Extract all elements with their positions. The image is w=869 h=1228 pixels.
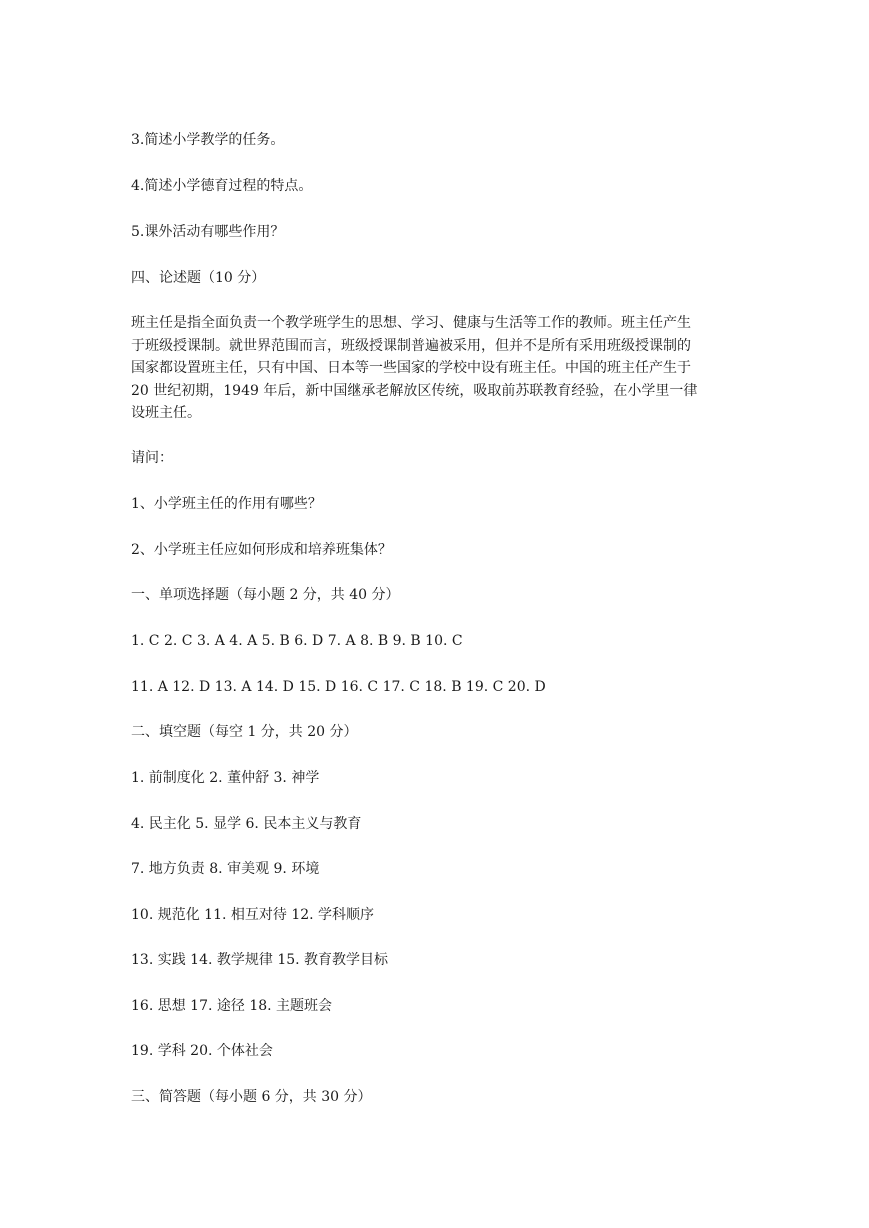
answer-section-3-title: 三、简答题（每小题 6 分，共 30 分） bbox=[131, 1089, 372, 1105]
essay-line: 20 世纪初期，1949 年后，新中国继承老解放区传统，吸取前苏联教育经验，在小学里一律 bbox=[131, 382, 698, 399]
question-5: 5.课外活动有哪些作用？ bbox=[131, 224, 285, 240]
fill-answers-line: 16. 思想 17. 途径 18. 主题班会 bbox=[131, 998, 333, 1014]
section-4-title: 四、论述题（10 分） bbox=[131, 270, 266, 286]
essay-line: 国家都设置班主任，只有中国、日本等一些国家的学校中设有班主任。中国的班主任产生于 bbox=[131, 360, 691, 377]
essay-paragraph bbox=[131, 312, 751, 425]
fill-answers-line: 7. 地方负责 8. 审美观 9. 环境 bbox=[131, 861, 320, 877]
sub-question-2: 2、小学班主任应如何形成和培养班集体？ bbox=[131, 542, 392, 558]
fill-answers-line: 19. 学科 20. 个体社会 bbox=[131, 1043, 273, 1059]
essay-line: 班主任是指全面负责一个教学班学生的思想、学习、健康与生活等工作的教师。班主任产生 bbox=[131, 315, 691, 331]
essay-line: 设班主任。 bbox=[131, 405, 201, 422]
ask-label: 请问： bbox=[131, 450, 173, 466]
question-3: 3.简述小学教学的任务。 bbox=[131, 132, 285, 148]
answer-section-1-title: 一、单项选择题（每小题 2 分，共 40 分） bbox=[131, 587, 400, 603]
fill-answers-line: 10. 规范化 11. 相互对待 12. 学科顺序 bbox=[131, 907, 375, 923]
essay-line: 于班级授课制。就世界范围而言，班级授课制普遍被采用，但并不是所有采用班级授课制的 bbox=[131, 337, 691, 354]
answer-section-2-title: 二、填空题（每空 1 分，共 20 分） bbox=[131, 724, 358, 740]
fill-answers-line: 1. 前制度化 2. 董仲舒 3. 神学 bbox=[131, 770, 320, 786]
sub-question-1: 1、小学班主任的作用有哪些？ bbox=[131, 496, 322, 512]
mc-answers-line-2: 11. A 12. D 13. A 14. D 15. D 16. C 17. C 18. B 19. C 20. D bbox=[131, 679, 546, 695]
fill-answers-line: 13. 实践 14. 教学规律 15. 教育教学目标 bbox=[131, 952, 389, 968]
fill-answers-line: 4. 民主化 5. 显学 6. 民本主义与教育 bbox=[131, 816, 362, 832]
mc-answers-line-1: 1. C 2. C 3. A 4. A 5. B 6. D 7. A 8. B 9. B 10. C bbox=[131, 633, 463, 649]
question-4: 4.简述小学德育过程的特点。 bbox=[131, 178, 313, 194]
